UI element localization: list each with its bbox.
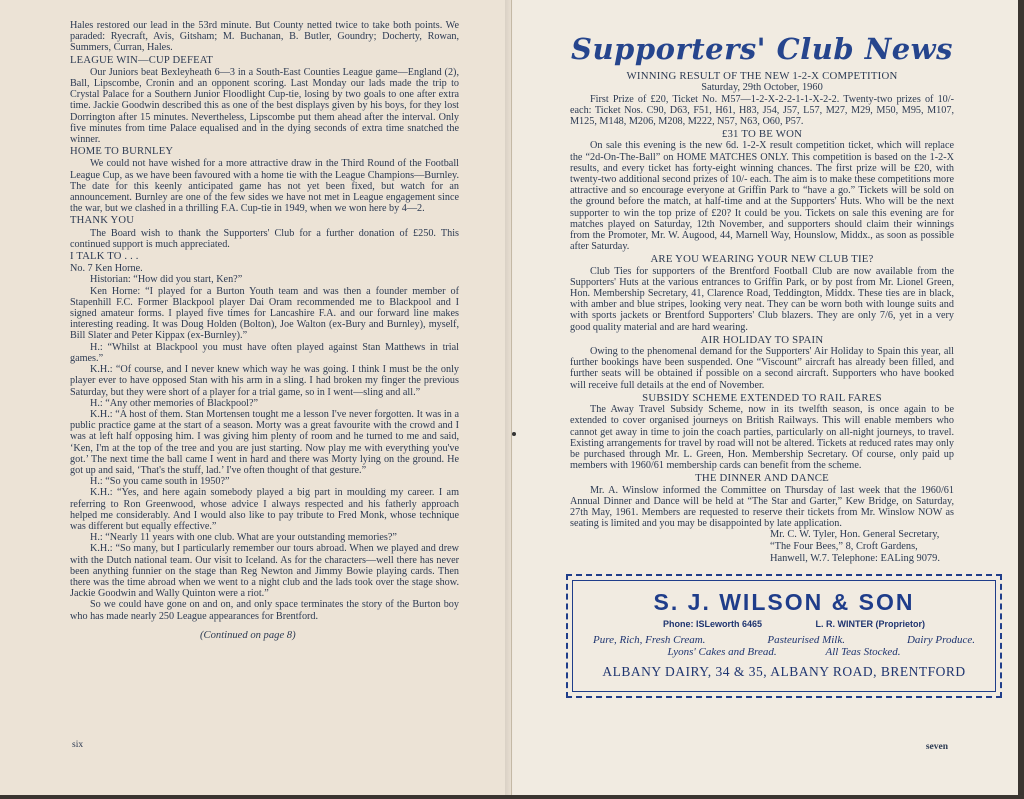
advert-company-name: S. J. WILSON & SON — [653, 589, 915, 616]
heading-home-to-burnley: HOME TO BURNLEY — [70, 146, 174, 158]
thank-you-paragraph: The Board wish to thank the Supporters' Club for a further donation of £250. This continued support is much appreciated. — [70, 227, 459, 250]
advert-product: Dairy Produce. — [906, 634, 975, 647]
heading-league-win: LEAGUE WIN—CUP DEFEAT — [70, 54, 214, 66]
result-date: Saturday, 29th October, 1960 — [701, 82, 823, 94]
page-number-right: seven — [925, 742, 948, 752]
interview-line: Ken Horne: “I played for a Burton Youth team and was then a founder member of Stapenhill F.C. Former Blackpool player Dai Oram recommended me to Blackpool and I signed amateur forms. I played five times for Lancashire F.A. and our forward line makes interesting reading. It was Doug Holden (Bolton), Joe Walton (ex-Bury and Burnley), myself, Bill Slater and Peter Kippax (ex-Burnley).” — [70, 285, 459, 342]
subsidy-paragraph: The Away Travel Subsidy Scheme, now in its twelfth season, is once again to be extended to cover organised journeys on British Railways. This will enable members who cannot get away in time to join the coach parties, particularly on all-night journeys, to travel. Existing arrangements for travel by road will not be altered. Tickets at reduced rates may only be purchased through Mr. L. Green, Hon. Membership Secretary. Of course, only paid up members with 1960/61 membership cards can benefit from the scheme. — [570, 404, 954, 472]
advert-products-row — [583, 634, 985, 646]
signature-line: Mr. C. W. Tyler, Hon. General Secretary, — [770, 529, 940, 541]
interview-line: K.H.: “A host of them. Stan Mortensen tought me a lesson I've never forgotten. It was in a public practice game at the start of a season. Morty was a great favourite with the crowd and I was at left half opposing him. I was giving him plenty of room and he turned to me and said, ‘Ken, I'm at the top of the tree and you are just starting. Now play me with everything you've got.’ The next time the ball came I went in hard and there was Morty lying on the ground. He got up and said, ‘That's the stuff, lad.’ I've often thought of that gesture.” — [70, 408, 459, 476]
advert-product: All Teas Stocked. — [825, 646, 901, 659]
air-holiday-paragraph: Owing to the phenomenal demand for the Supporters' Air Holiday to Spain this year, all further bookings have been suspended. One “Viscount” aircraft has already been filled, and further seats will be obtained if possible on a second aircraft. Supporters who have booked will receive full details at the end of November. — [570, 346, 954, 391]
interview-closing: So we could have gone on and on, and only space terminates the story of the Burton boy who has made nearly 250 League appearances for Brentford. — [70, 599, 459, 622]
continued-note: (Continued on page 8) — [200, 629, 296, 641]
advert-product: Pure, Rich, Fresh Cream. — [593, 634, 706, 647]
interview-line: H.: “Whilst at Blackpool you must have often played against Stan Matthews in trial games.” — [70, 341, 459, 364]
club-tie-paragraph: Club Ties for supporters of the Brentford Football Club are now available from the Supporters' Huts at the various entrances to Griffin Park, or by post from Mr. Lionel Green, Hon. Membership Secretary, 41, Clarence Road, Teddington, Middx. These ties are in black, with amber and blue stripes, looking very neat. They can be worn both with lounge suits and with sports jackets or Brentford Supporters' Club blazers. They are only 7/6, yet in a very good quality material and are hard wearing. — [570, 265, 954, 333]
right-page — [512, 0, 1018, 795]
interview-line: Historian: “How did you start, Ken?” — [90, 274, 243, 286]
masthead-title: Supporters' Club News — [571, 32, 953, 66]
advert-proprietor: L. R. WINTER (Proprietor) — [815, 619, 925, 630]
advert-product: Lyons' Cakes and Bread. — [667, 646, 777, 659]
advertisement-inner — [572, 580, 996, 692]
interview-line: K.H.: “So many, but I particularly remember our tours abroad. When we played and drew with the Dutch national team. Our visit to Iceland. As for the characters—well there has never been anything funnier on the stage than Reg Newton and Jimmy Bowie playing cards. Then there was the time abroad when we went to a night club and the lads took over the stage show. Jackie Goodwin and Wally Quinton were a riot.” — [70, 543, 459, 600]
interview-line: H.: “Any other memories of Blackpool?” — [90, 397, 259, 409]
juniors-report: Our Juniors beat Bexleyheath 6—3 in a South-East Counties League game—England (2), Ball, Lipscombe, Cronin and an opponent scoring. Last Monday our lads made the trip to Crystal Palace for a Southern Junior Floodlight Cup-tie, losing by two goals to one after extra time. Jackie Goodwin described this as one of the best displays given by his boys, for they lost Dorrington after 15 minutes. Nevertheless, Lipscombe put them ahead after the interval. Only five minutes from time Palace equalised and in the dying seconds of extra time snatched the winner. — [70, 66, 459, 146]
advert-address: ALBANY DAIRY, 34 & 35, ALBANY ROAD, BRENTFORD — [602, 664, 966, 680]
prize-list: First Prize of £20, Ticket No. M57—1-2-X-2-2-1-1-X-2-2. Twenty-two prizes of 10/- each: Ticket Nos. C90, D63, F51, H61, H83, J54, J57, L57, M27, M29, M50, M95, M107, M125, M148, M206, M208, M222, N57, N63, O60, P57. — [570, 93, 954, 128]
left-page — [0, 0, 512, 795]
heading-club-tie: ARE YOU WEARING YOUR NEW CLUB TIE? — [650, 253, 874, 266]
interview-line: H.: “So you came south in 1950?” — [90, 476, 230, 488]
ink-spot — [512, 432, 516, 436]
heading-thank-you: THANK YOU — [70, 215, 135, 227]
competition-paragraph: On sale this evening is the new 6d. 1-2-X result competition ticket, which will replace the “2d-On-The-Ball” on HOME MATCHES ONLY. This competition is based on the 1-2-X results, and every ticket has forty-eight winning chances. The first prize will be £20, with twenty-two additional second prizes of 10/- each. The aim is to make these competitions more attractive and so encourage everyone at Griffin Park to “have a go.” Tickets will be sold on the ground before the match, at half-time and at the Supporters' Huts. Who will be the next supporter to win the top prize of £20? It could be you. Tickets on sale this evening are for matches played on Saturday, 12th November, and supporters should claim their winnings from the Promoter, Mr. W. Augood, 44, Marnell Way, Hounslow, Middx., as soon as possible after Saturday. — [570, 140, 954, 253]
advert-products-row — [583, 646, 985, 658]
page-number-left: six — [72, 740, 84, 750]
heading-winning-result: WINNING RESULT OF THE NEW 1-2-X COMPETITION — [626, 70, 898, 82]
advert-contact-row — [583, 619, 985, 629]
heading-dinner-dance: THE DINNER AND DANCE — [695, 472, 829, 485]
burnley-paragraph: We could not have wished for a more attractive draw in the Third Round of the Football League Cup, as we have been favoured with a home tie with the League Champions—Burnley. The date for this keenly anticipated game has not yet been fixed, but watch for an announcement. Burnley are one of the few sides we have not met in League engagement since the war, but we clashed in a thrilling F.A. Cup-tie in 1949, when we won here by 4—2. — [70, 158, 459, 215]
interview-line: H.: “Nearly 11 years with one club. What are your outstanding memories?” — [90, 532, 397, 544]
signature-line: Hanwell, W.7. Telephone: EALing 9079. — [770, 552, 940, 564]
heading-air-holiday: AIR HOLIDAY TO SPAIN — [700, 333, 824, 346]
heading-31-to-be-won: £31 TO BE WON — [721, 128, 803, 141]
interview-number: No. 7 Ken Horne. — [70, 263, 143, 275]
heading-i-talk-to: I TALK TO . . . — [70, 251, 139, 263]
dinner-dance-paragraph: Mr. A. Winslow informed the Committee on Thursday of last week that the 1960/61 Annual Dinner and Dance will be held at “The Star and Garter,” Kew Bridge, on Saturday, 27th May, 1961. Members are requested to reserve their tickets from Mr. Winslow NOW as seating is limited and you may be disappointed by late application. — [570, 484, 954, 530]
heading-subsidy-scheme: SUBSIDY SCHEME EXTENDED TO RAIL FARES — [642, 391, 882, 404]
interview-line: K.H.: “Yes, and here again somebody played a big part in moulding my career. I am referring to Ron Greenwood, whose advice I always respected and his fatherly approach helped me considerably. And I would also like to pay tribute to Fred Monk, whose technique was different but equally effective.” — [70, 487, 459, 532]
advert-product: Pasteurised Milk. — [767, 634, 845, 647]
signature-line: “The Four Bees,” 8, Croft Gardens, — [770, 540, 918, 552]
advert-phone: Phone: ISLeworth 6465 — [663, 619, 763, 630]
interview-line: K.H.: “Of course, and I never knew which way he was going. I think I must be the only player ever to have opposed Stan with his arm in a sling. I had broken my finger the previous Saturday, but they were short of a player for a trial game, so in I went—sling and all.” — [70, 364, 459, 398]
match-report-tail: Hales restored our lead in the 53rd minute. But County netted twice to take both points. We paraded: Ryecraft, Avis, Gitsham; M. Buchanan, B. Butler, Goundry; Docherty, Rowan, Summers, Curran, Hales. — [70, 20, 459, 54]
advertisement — [566, 574, 1002, 698]
